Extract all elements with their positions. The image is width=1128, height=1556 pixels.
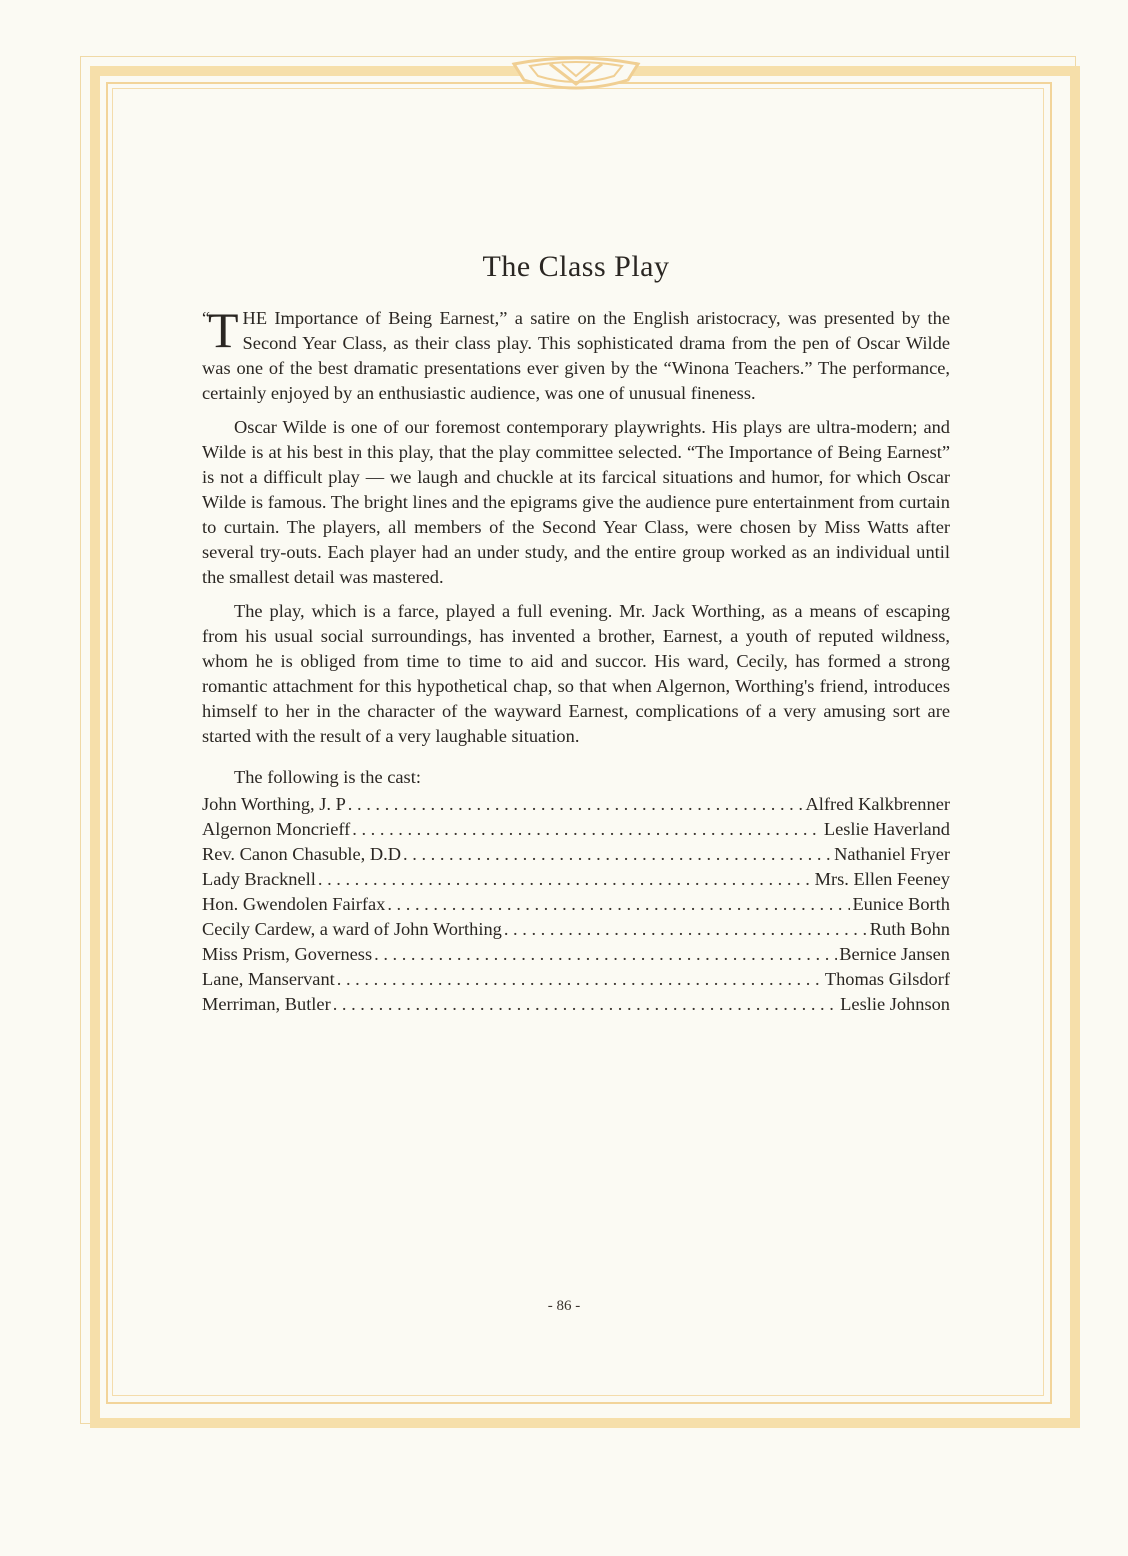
dot-leader — [374, 942, 837, 967]
cast-row — [202, 992, 950, 1017]
article — [202, 250, 950, 1017]
cast-actor: Mrs. Ellen Feeney — [814, 869, 950, 889]
open-quote: “ — [202, 308, 210, 328]
cast-actor: Leslie Johnson — [840, 994, 950, 1014]
cast-role: Lane, Manservant — [202, 969, 335, 989]
cast-role: John Worthing, J. P — [202, 794, 346, 814]
intro-text: HE Importance of Being Earnest,” a satire on the English aristocracy, was presented by the Second Year Class, as their class play. This sophisticated drama from the pen of Oscar Wilde was one of the best dramatic presentations ever given by the “Winona Teachers.” The performance, certainly enjoyed by an enthusiastic audience, was one of unusual fineness. — [202, 308, 950, 403]
cast-row — [202, 867, 950, 892]
cast-role: Hon. Gwendolen Fairfax — [202, 894, 386, 914]
cast-actor: Alfred Kalkbrenner — [805, 794, 950, 814]
cast-actor: Ruth Bohn — [869, 919, 950, 939]
cast-actor: Thomas Gilsdorf — [824, 969, 950, 989]
dot-leader — [337, 967, 823, 992]
cast-role: Cecily Cardew, a ward of John Worthing — [202, 919, 502, 939]
body-paragraph: The play, which is a farce, played a full evening. Mr. Jack Worthing, as a means of escaping from his usual social surroundings, has invented a brother, Earnest, a youth of reputed wildness, whom he is obliged from time to time to aid and succor. His ward, Cecily, has formed a strong romantic attachment for this hypothetical chap, so that when Algernon, Worthing's friend, introduces himself to her in the character of the wayward Earnest, complications of a very amusing sort are started with the result of a very laughable situation. — [202, 601, 950, 746]
page-title: The Class Play — [482, 250, 670, 283]
cast-actor: Eunice Borth — [852, 894, 950, 914]
cast-list — [202, 792, 950, 1017]
drop-cap: T — [208, 302, 239, 358]
cast-role: Merriman, Butler — [202, 994, 331, 1014]
cast-row — [202, 817, 950, 842]
decorative-crest-icon — [510, 50, 642, 96]
dot-leader — [318, 867, 813, 892]
cast-row — [202, 942, 950, 967]
page-number: - 86 - — [547, 1298, 581, 1314]
cast-row — [202, 967, 950, 992]
dot-leader — [352, 817, 822, 842]
cast-role: Rev. Canon Chasuble, D.D — [202, 844, 402, 864]
dot-leader — [504, 917, 868, 942]
cast-row — [202, 917, 950, 942]
cast-role: Algernon Moncrieff — [202, 819, 351, 839]
dot-leader — [387, 892, 850, 917]
cast-actor: Bernice Jansen — [839, 944, 950, 964]
cast-row — [202, 842, 950, 867]
cast-actor: Nathaniel Fryer — [834, 844, 950, 864]
cast-actor: Leslie Haverland — [823, 819, 950, 839]
body-paragraph: Oscar Wilde is one of our foremost contemporary playwrights. His plays are ultra-modern; and Wilde is at his best in this play, that the play committee selected. “The Importance of Being Earnest” is not a difficult play — we laugh and chuckle at its farcical situations and humor, for which Oscar Wilde is famous. The bright lines and the epigrams give the audience pure entertainment from curtain to curtain. The players, all members of the Second Year Class, were chosen by Miss Watts after several try-outs. Each player had an under study, and the entire group worked as an individual until the smallest detail was mastered. — [202, 417, 950, 587]
cast-row — [202, 792, 950, 817]
dot-leader — [348, 792, 804, 817]
cast-row — [202, 892, 950, 917]
intro-paragraph — [202, 302, 950, 406]
dot-leader — [403, 842, 832, 867]
cast-intro: The following is the cast: — [234, 767, 421, 787]
dot-leader — [333, 992, 838, 1017]
cast-role: Lady Bracknell — [202, 869, 316, 889]
cast-role: Miss Prism, Governess — [202, 944, 373, 964]
